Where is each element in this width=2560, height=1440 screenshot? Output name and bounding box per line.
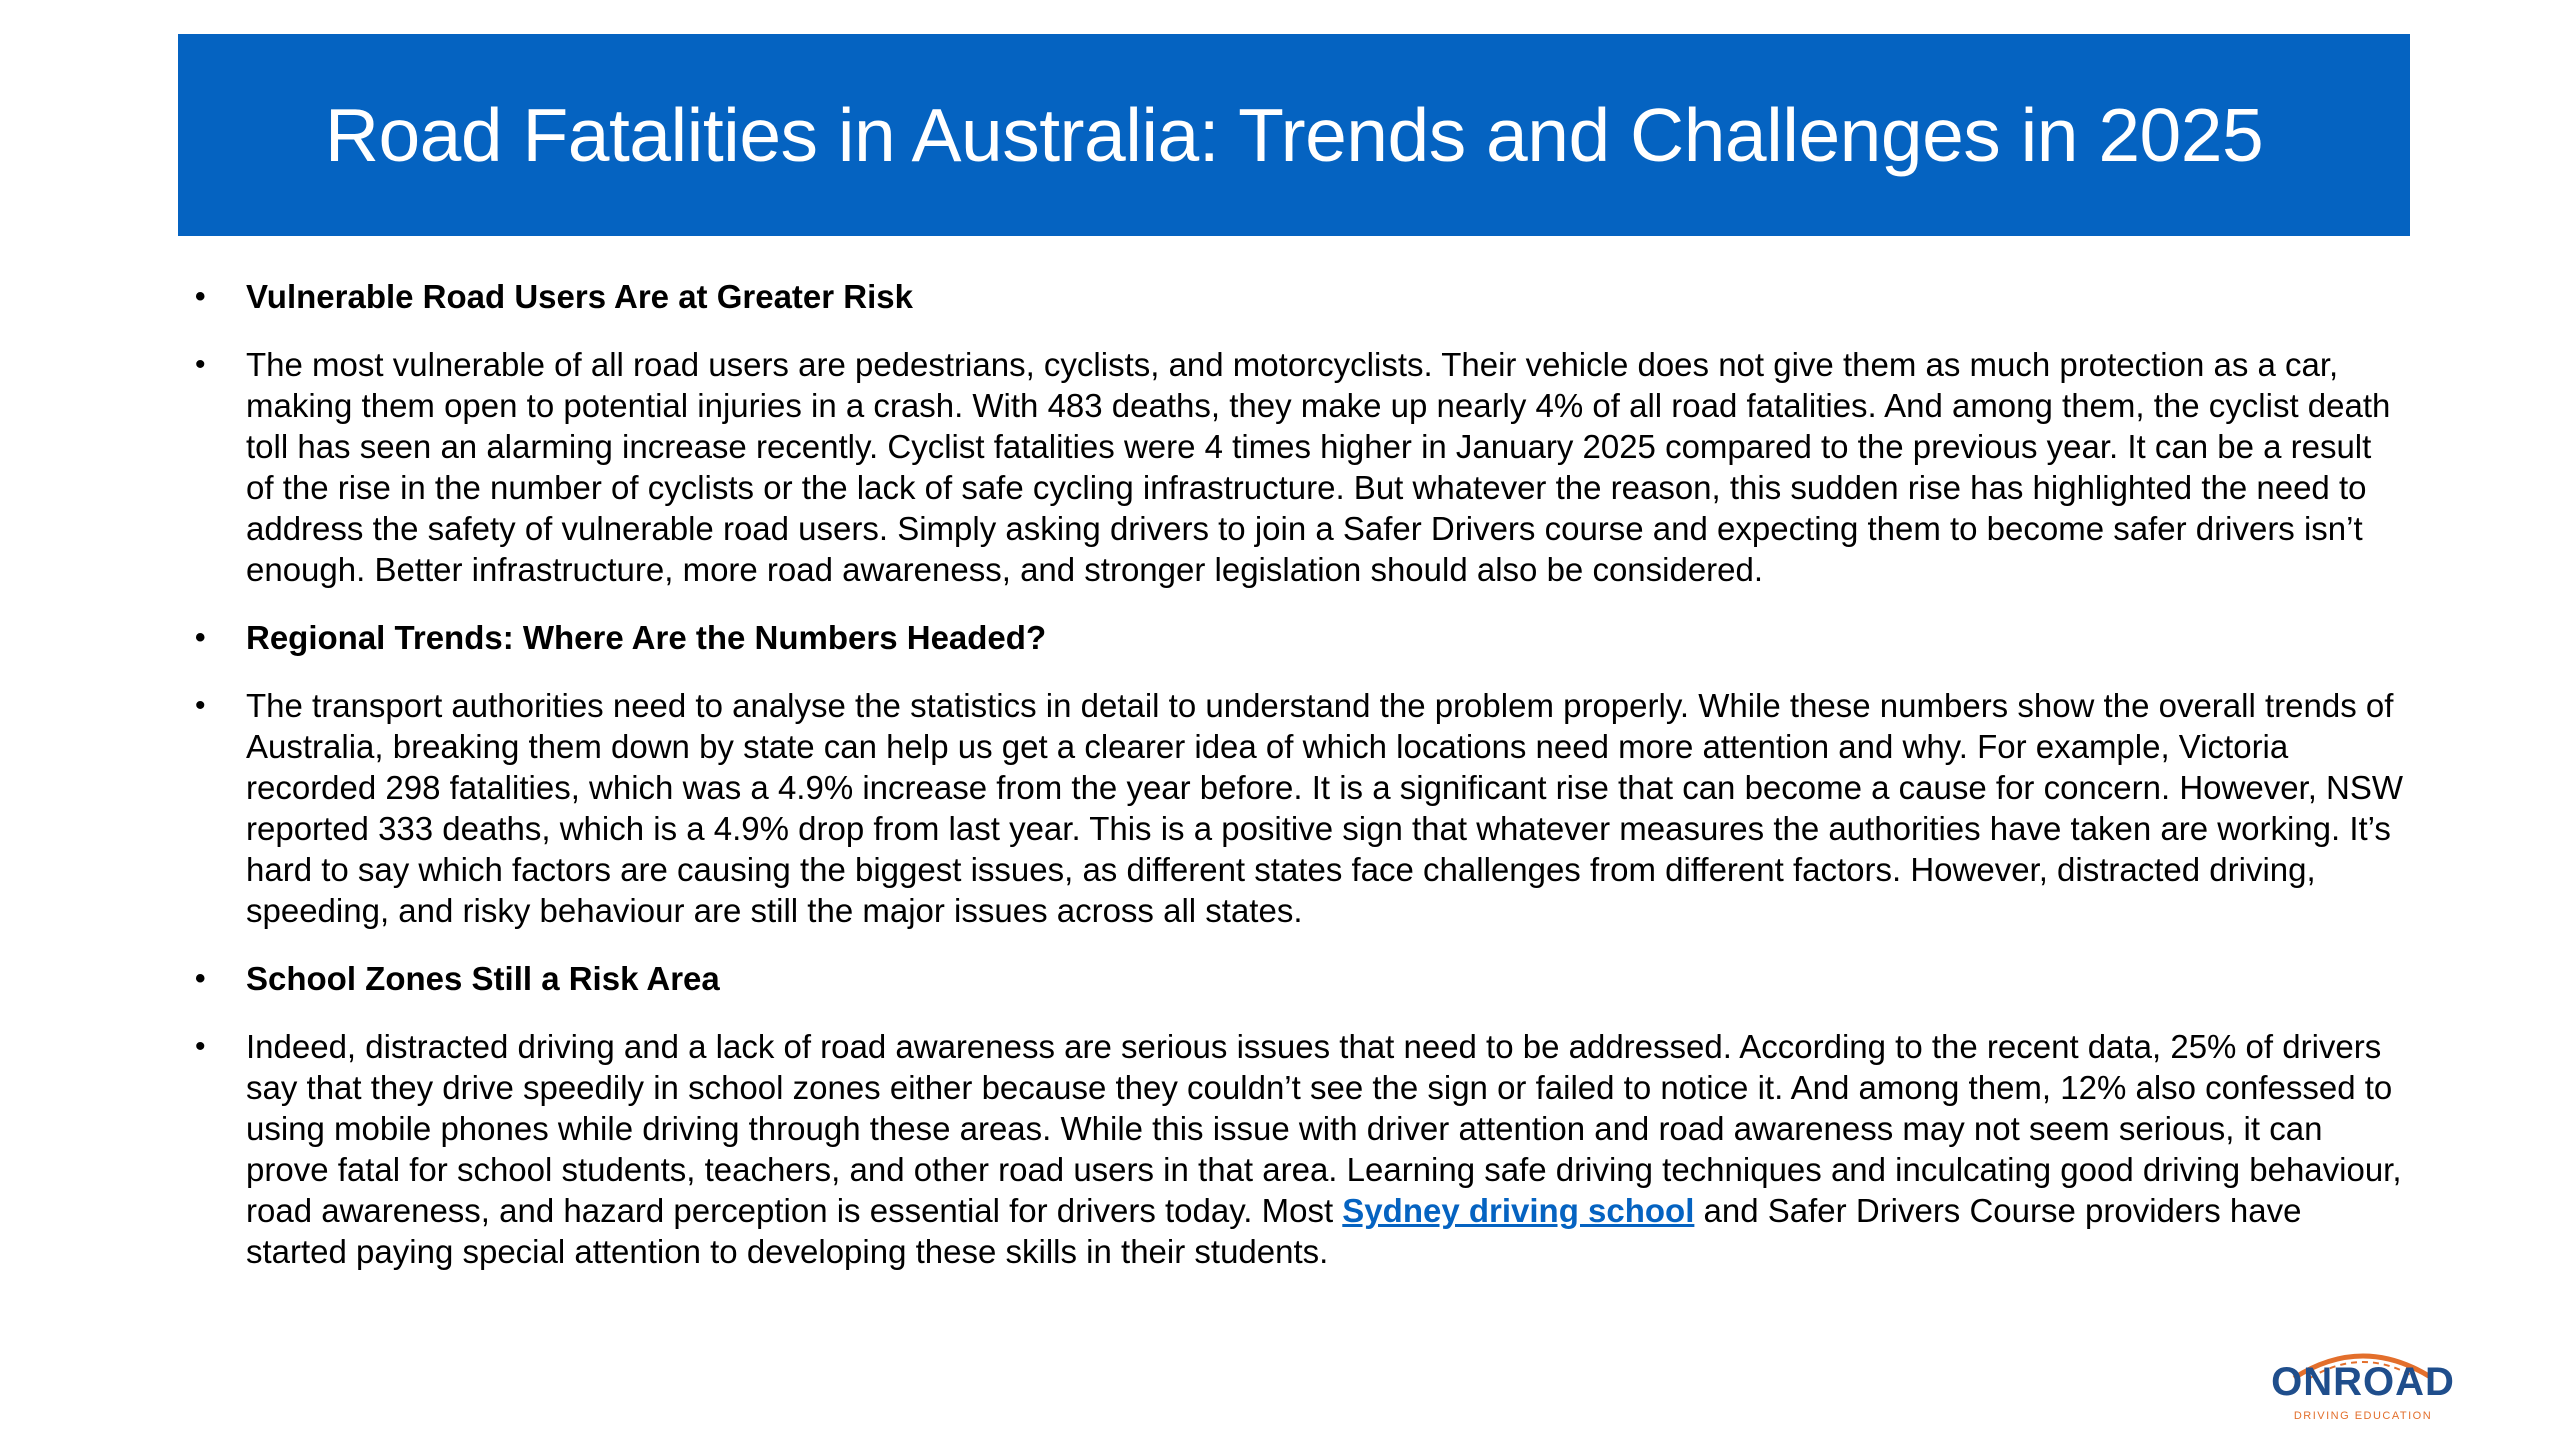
section-paragraph	[190, 685, 2405, 931]
section-heading	[190, 617, 2405, 658]
bullet-glyph: •	[195, 348, 206, 381]
logo-tagline: DRIVING EDUCATION	[2293, 1410, 2433, 1422]
section-paragraph-text: The most vulnerable of all road users are pedestrians, cyclists, and motorcyclists. Their vehicle does not give them as much protection as a car, making them open to potential injuries in a crash. With 483 deaths, they make up nearly 4% of all road fatalities. And among them, the cyclist death toll has seen an alarming increase recently. Cyclist fatalities were 4 times higher in January 2025 compared to the previous year. It can be a result of the rise in the number of cyclists or the lack of safe cycling infrastructure. But whatever the reason, this sudden rise has highlighted the need to address the safety of vulnerable road users. Simply asking drivers to join a Safer Drivers course and expecting them to become safer drivers isn’t enough. Better infrastructure, more road awareness, and stronger legislation should also be considered.	[246, 346, 2391, 588]
section-heading	[190, 276, 2405, 317]
sydney-driving-school-link[interactable]: Sydney driving school	[1342, 1192, 1695, 1229]
onroad-logo	[2268, 1340, 2458, 1424]
logo-wordmark: ONROAD	[2271, 1360, 2455, 1404]
section-paragraph-text	[246, 1028, 2402, 1270]
section-heading-text: Vulnerable Road Users Are at Greater Risk	[246, 278, 913, 315]
title-banner	[178, 34, 2410, 236]
section-heading	[190, 958, 2405, 999]
bullet-glyph: •	[195, 689, 206, 722]
paragraph-text-after-link: and Safer Drivers Course providers have started paying special attention to developing these skills in their students.	[246, 1192, 2302, 1270]
bullet-glyph: •	[195, 280, 206, 313]
bullet-glyph: •	[195, 621, 206, 654]
page-title: Road Fatalities in Australia: Trends and Challenges in 2025	[324, 93, 2264, 177]
bullet-glyph: •	[195, 962, 206, 995]
section-heading-text: School Zones Still a Risk Area	[246, 960, 720, 997]
bullet-glyph: •	[195, 1030, 206, 1063]
section-heading-text: Regional Trends: Where Are the Numbers Headed?	[246, 619, 1047, 656]
section-paragraph	[190, 344, 2405, 590]
paragraph-text-before-link: Indeed, distracted driving and a lack of road awareness are serious issues that need to be addressed. According to the recent data, 25% of drivers say that they drive speedily in school zones either because they couldn’t see the sign or failed to notice it. And among them, 12% also confessed to using mobile phones while driving through these areas. While this issue with driver attention and road awareness may not seem serious, it can prove fatal for school students, teachers, and other road users in that area. Learning safe driving techniques and inculcating good driving behaviour, road awareness, and hazard perception is essential for drivers today. Most	[246, 1028, 2402, 1229]
section-paragraph-text: The transport authorities need to analyse the statistics in detail to understand the problem properly. While these numbers show the overall trends of Australia, breaking them down by state can help us get a clearer idea of which locations need more attention and why. For example, Victoria recorded 298 fatalities, which was a 4.9% increase from the year before. It is a significant rise that can become a cause for concern. However, NSW reported 333 deaths, which is a 4.9% drop from last year. This is a positive sign that whatever measures the authorities have taken are working. It’s hard to say which factors are causing the biggest issues, as different states face challenges from different factors. However, distracted driving, speeding, and risky behaviour are still the major issues across all states.	[246, 687, 2404, 929]
bullet-list	[190, 276, 2405, 1272]
section-paragraph	[190, 1026, 2405, 1272]
content-body	[190, 276, 2405, 1299]
